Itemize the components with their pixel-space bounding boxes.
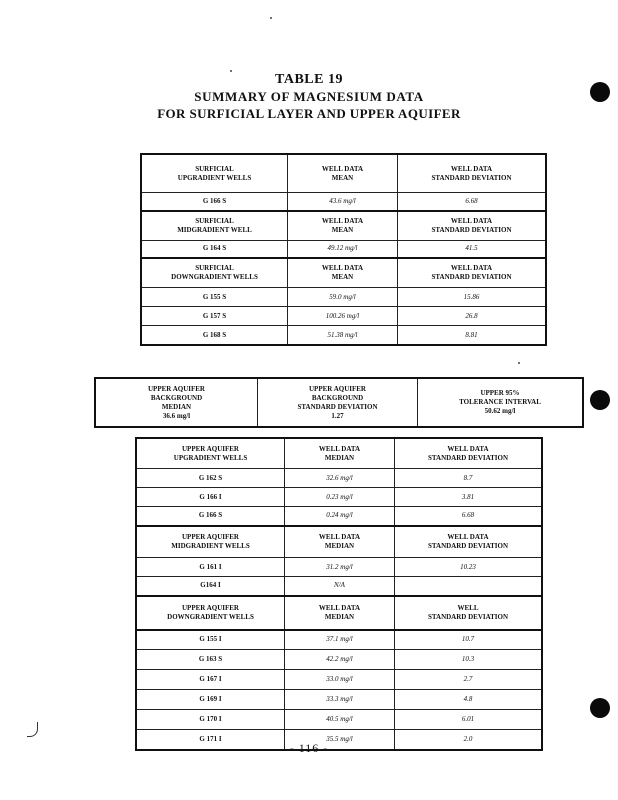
table-row bbox=[137, 507, 542, 526]
table-row bbox=[142, 326, 546, 345]
well-id-cell: G 163 S bbox=[137, 650, 285, 670]
surficial-table bbox=[141, 154, 546, 345]
well-id-cell: G 164 S bbox=[142, 241, 288, 258]
header-cell: WELL DATA MEDIAN bbox=[285, 526, 395, 558]
header-cell: UPPER AQUIFER DOWNGRADIENT WELLS bbox=[137, 596, 285, 630]
header-cell: WELL DATA MEAN bbox=[288, 258, 398, 288]
sd-cell: 8.7 bbox=[395, 469, 542, 488]
value-cell: 100.26 mg/l bbox=[288, 307, 398, 326]
table-row bbox=[137, 650, 542, 670]
header-cell: WELL DATA MEAN bbox=[288, 155, 398, 193]
table-row bbox=[96, 379, 583, 427]
header-cell: UPPER AQUIFER UPGRADIENT WELLS bbox=[137, 439, 285, 469]
sd-cell bbox=[395, 577, 542, 596]
header-cell: SURFICIAL UPGRADIENT WELLS bbox=[142, 155, 288, 193]
well-id-cell: G 168 S bbox=[142, 326, 288, 345]
value-cell: 35.5 mg/l bbox=[285, 730, 395, 750]
scan-speck bbox=[230, 70, 232, 72]
header-cell: WELL DATA STANDARD DEVIATION bbox=[398, 258, 546, 288]
well-id-cell: G164 I bbox=[137, 577, 285, 596]
value-cell: 49.12 mg/l bbox=[288, 241, 398, 258]
upper-aquifer-table bbox=[136, 438, 542, 750]
upper-upgradient-group bbox=[137, 439, 542, 526]
table-row bbox=[137, 690, 542, 710]
upper-downgradient-group bbox=[137, 596, 542, 750]
well-id-cell: G 157 S bbox=[142, 307, 288, 326]
surficial-downgradient-group bbox=[142, 258, 546, 345]
header-cell: WELL DATA STANDARD DEVIATION bbox=[395, 439, 542, 469]
value-cell: 42.2 mg/l bbox=[285, 650, 395, 670]
value-cell: 0.23 mg/l bbox=[285, 488, 395, 507]
sd-cell: 10.3 bbox=[395, 650, 542, 670]
sd-cell: 15.86 bbox=[398, 288, 546, 307]
well-id-cell: G 170 I bbox=[137, 710, 285, 730]
sd-cell: 41.5 bbox=[398, 241, 546, 258]
table-subtitle-2: FOR SURFICIAL LAYER AND UPPER AQUIFER bbox=[157, 106, 461, 121]
well-id-cell: G 166 S bbox=[142, 193, 288, 211]
table-row bbox=[137, 710, 542, 730]
scan-mark bbox=[27, 722, 38, 737]
value-cell: 31.2 mg/l bbox=[285, 558, 395, 577]
value-cell: N/A bbox=[285, 577, 395, 596]
binder-hole-icon bbox=[590, 82, 610, 102]
surficial-midgradient-group bbox=[142, 211, 546, 258]
binder-hole-icon bbox=[590, 698, 610, 718]
tolerance-interval-cell: UPPER 95% TOLERANCE INTERVAL 50.62 mg/l bbox=[418, 379, 583, 427]
table-row bbox=[137, 558, 542, 577]
table-title: TABLE 19 bbox=[275, 72, 343, 87]
sd-cell: 10.7 bbox=[395, 630, 542, 650]
header-cell: WELL DATA MEDIAN bbox=[285, 439, 395, 469]
header-cell: WELL STANDARD DEVIATION bbox=[395, 596, 542, 630]
sd-cell: 6.01 bbox=[395, 710, 542, 730]
upper-midgradient-group bbox=[137, 526, 542, 596]
well-id-cell: G 167 I bbox=[137, 670, 285, 690]
header-cell: WELL DATA MEDIAN bbox=[285, 596, 395, 630]
table-row bbox=[137, 469, 542, 488]
sd-cell: 26.8 bbox=[398, 307, 546, 326]
table-row bbox=[137, 670, 542, 690]
background-median-cell: UPPER AQUIFER BACKGROUND MEDIAN 36.6 mg/l bbox=[96, 379, 258, 427]
header-cell: SURFICIAL MIDGRADIENT WELL bbox=[142, 211, 288, 241]
scan-speck bbox=[518, 362, 520, 364]
well-id-cell: G 169 I bbox=[137, 690, 285, 710]
header-cell: WELL DATA STANDARD DEVIATION bbox=[398, 155, 546, 193]
sd-cell: 8.81 bbox=[398, 326, 546, 345]
header-cell: WELL DATA MEAN bbox=[288, 211, 398, 241]
table-subtitle: SUMMARY OF MAGNESIUM DATA bbox=[194, 89, 424, 104]
table-row bbox=[142, 307, 546, 326]
well-id-cell: G 161 I bbox=[137, 558, 285, 577]
well-id-cell: G 171 I bbox=[137, 730, 285, 750]
binder-hole-icon bbox=[590, 390, 610, 410]
value-cell: 0.24 mg/l bbox=[285, 507, 395, 526]
header-cell: SURFICIAL DOWNGRADIENT WELLS bbox=[142, 258, 288, 288]
table-row bbox=[142, 288, 546, 307]
table-header-row bbox=[142, 258, 546, 288]
well-id-cell: G 166 I bbox=[137, 488, 285, 507]
value-cell: 40.5 mg/l bbox=[285, 710, 395, 730]
well-id-cell: G 166 S bbox=[137, 507, 285, 526]
table-header-row bbox=[137, 596, 542, 630]
table-row bbox=[137, 488, 542, 507]
background-sd-cell: UPPER AQUIFER BACKGROUND STANDARD DEVIATION 1.27 bbox=[258, 379, 418, 427]
header-cell: WELL DATA STANDARD DEVIATION bbox=[395, 526, 542, 558]
table-header-row bbox=[142, 211, 546, 241]
well-id-cell: G 155 S bbox=[142, 288, 288, 307]
sd-cell: 4.8 bbox=[395, 690, 542, 710]
value-cell: 37.1 mg/l bbox=[285, 630, 395, 650]
sd-cell: 6.68 bbox=[395, 507, 542, 526]
value-cell: 51.38 mg/l bbox=[288, 326, 398, 345]
background-table bbox=[95, 378, 583, 427]
value-cell: 33.3 mg/l bbox=[285, 690, 395, 710]
well-id-cell: G 155 I bbox=[137, 630, 285, 650]
table-header-row bbox=[137, 439, 542, 469]
well-id-cell: G 162 S bbox=[137, 469, 285, 488]
scan-speck bbox=[270, 17, 272, 19]
table-header-row bbox=[142, 155, 546, 193]
sd-cell: 2.7 bbox=[395, 670, 542, 690]
table-row bbox=[137, 630, 542, 650]
sd-cell: 3.81 bbox=[395, 488, 542, 507]
header-cell: WELL DATA STANDARD DEVIATION bbox=[398, 211, 546, 241]
table-row bbox=[142, 193, 546, 211]
value-cell: 32.6 mg/l bbox=[285, 469, 395, 488]
value-cell: 43.6 mg/l bbox=[288, 193, 398, 211]
table-row bbox=[142, 241, 546, 258]
table-header-row bbox=[137, 526, 542, 558]
sd-cell: 2.0 bbox=[395, 730, 542, 750]
value-cell: 59.0 mg/l bbox=[288, 288, 398, 307]
page-number: - 116 - bbox=[289, 741, 329, 755]
table-row bbox=[137, 577, 542, 596]
sd-cell: 6.68 bbox=[398, 193, 546, 211]
sd-cell: 10.23 bbox=[395, 558, 542, 577]
value-cell: 33.0 mg/l bbox=[285, 670, 395, 690]
surficial-upgradient-group bbox=[142, 155, 546, 211]
header-cell: UPPER AQUIFER MIDGRADIENT WELLS bbox=[137, 526, 285, 558]
